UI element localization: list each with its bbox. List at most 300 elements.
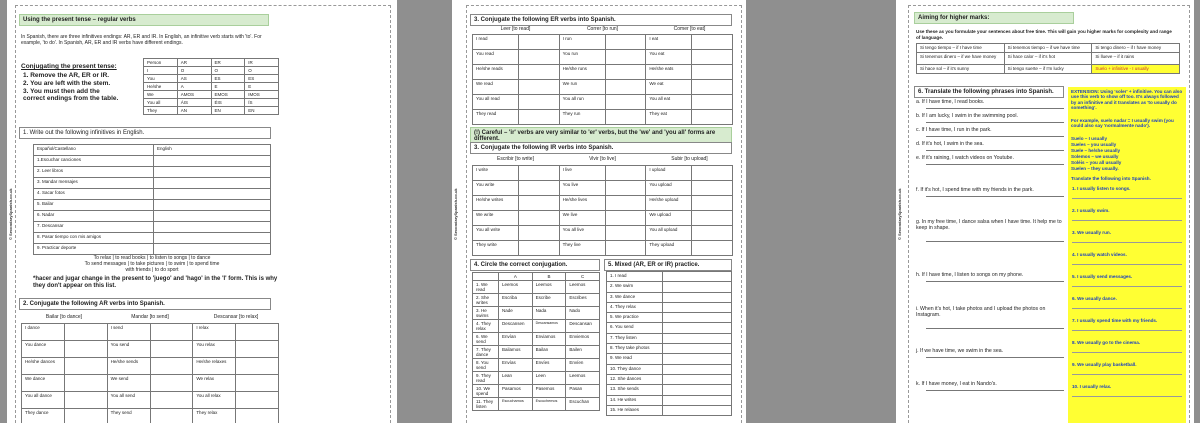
answer-cell[interactable] <box>692 241 733 256</box>
phrase-item: g. In my free time, I dance salsa when I have time. It help me to keep in shape. <box>916 219 1062 231</box>
option-cell[interactable]: Envías <box>499 359 533 372</box>
table-cell: Suelo + infinitive - I usually <box>1092 65 1180 74</box>
answer-cell[interactable] <box>150 409 193 423</box>
table-cell: Si hace calor – if it's hot <box>1004 53 1092 65</box>
table-cell: You all dance <box>22 392 65 409</box>
answer-cell[interactable] <box>519 196 560 211</box>
answer-cell[interactable] <box>519 211 560 226</box>
extension-item: 10. I usually relax. <box>1072 384 1112 389</box>
exercise-3b-title: 3. Conjugate the following IR verbs into Spanish. <box>470 142 732 154</box>
table-cell: 9. They read <box>473 372 499 385</box>
answer-cell[interactable] <box>605 211 646 226</box>
answer-cell[interactable] <box>236 358 279 375</box>
table-cell: You all write <box>473 226 519 241</box>
circle-conjugation-table <box>472 272 600 411</box>
answer-cell[interactable] <box>150 392 193 409</box>
table-cell: 6. Nadar <box>34 211 154 222</box>
option-cell[interactable]: Escuchemos <box>532 398 566 411</box>
answer-line[interactable] <box>926 122 1064 123</box>
table-cell: They live <box>559 241 605 256</box>
table-cell: They dance <box>22 409 65 423</box>
table-cell: He/she runs <box>559 65 605 80</box>
note-text: *hacer and jugar change in the present to 'juego' and 'hago' in the 'I' form. This is why they don't appear on this list. <box>33 276 278 289</box>
table-cell: 3. He swims <box>473 307 499 320</box>
answer-cell[interactable] <box>154 233 271 244</box>
table-cell: We <box>144 91 178 99</box>
table-cell: You all send <box>107 392 150 409</box>
column-heading: Leer [to read] <box>500 26 531 32</box>
table-cell: He/she lives <box>559 196 605 211</box>
table-cell: You all live <box>559 226 605 241</box>
table-cell: 9. We read <box>607 354 663 364</box>
table-cell: You dance <box>22 341 65 358</box>
answer-line[interactable] <box>926 241 1064 242</box>
answer-cell[interactable] <box>663 385 732 395</box>
answer-cell[interactable] <box>692 110 733 125</box>
table-cell: You write <box>473 181 519 196</box>
phrase-item: f. If it's hot, I spend time with my friends in the park. <box>916 187 1034 193</box>
table-cell: 15. He relaxes <box>607 405 663 415</box>
table-cell: Si hace sol – if it's sunny <box>917 65 1005 74</box>
answer-cell[interactable] <box>65 409 108 423</box>
phrase-item: j. If we have time, we swim in the sea. <box>916 348 1004 354</box>
answer-cell[interactable] <box>692 80 733 95</box>
answer-cell[interactable] <box>605 196 646 211</box>
table-cell: We eat <box>646 80 692 95</box>
table-cell: We send <box>107 375 150 392</box>
table-cell: 4. They relax <box>607 302 663 312</box>
conjugation-step: 2. You are left with the stem. <box>23 80 111 87</box>
extension-task: Translate the following into Spanish. <box>1071 176 1151 181</box>
table-cell: You <box>144 75 178 83</box>
option-cell[interactable]: Envían <box>499 333 533 346</box>
word-bank-line: To send messages | to take pictures | to swim | to spend time <box>84 261 220 267</box>
table-cell: 7. They listen <box>607 333 663 343</box>
phrase-item: h. If I have time, I listen to songs on my phone. <box>916 272 1024 278</box>
worksheet-page-3 <box>896 0 1194 423</box>
answer-line[interactable] <box>926 196 1064 197</box>
answer-line[interactable] <box>1072 198 1182 199</box>
table-cell: AMOS <box>177 91 211 99</box>
answer-cell[interactable] <box>692 196 733 211</box>
column-heading: Mandar [to send] <box>131 314 169 320</box>
option-cell[interactable]: Leemos <box>566 281 600 294</box>
answer-cell[interactable] <box>663 344 732 354</box>
answer-cell[interactable] <box>154 222 271 233</box>
answer-cell[interactable] <box>519 50 560 65</box>
table-header: Person <box>144 59 178 67</box>
option-cell[interactable]: Nade <box>499 307 533 320</box>
answer-line[interactable] <box>1072 396 1182 397</box>
exercise-4-title: 4. Circle the correct conjugation. <box>470 259 600 271</box>
table-cell: O <box>245 67 279 75</box>
answer-cell[interactable] <box>692 35 733 50</box>
table-cell: ES <box>211 75 245 83</box>
table-cell: AS <box>177 75 211 83</box>
answer-cell[interactable] <box>154 167 271 178</box>
exercise-3-title: 3. Conjugate the following ER verbs into Spanish. <box>470 14 732 26</box>
answer-cell[interactable] <box>663 364 732 374</box>
table-cell: They <box>144 107 178 115</box>
table-header: Español/Castellano <box>34 145 154 156</box>
ar-verbs-table <box>21 323 279 423</box>
option-cell[interactable]: Lean <box>499 372 533 385</box>
table-cell: They eat <box>646 110 692 125</box>
answer-cell[interactable] <box>65 341 108 358</box>
option-cell[interactable]: Enviamos <box>532 333 566 346</box>
answer-line[interactable] <box>1072 264 1182 265</box>
table-cell: I eat <box>646 35 692 50</box>
option-cell[interactable]: Envíen <box>566 359 600 372</box>
column-heading: Descansar [to relax] <box>213 314 259 320</box>
table-cell: EMOS <box>211 91 245 99</box>
extension-item: 3. We usually run. <box>1072 230 1111 235</box>
worksheet-page-1 <box>7 0 397 423</box>
option-cell[interactable]: Leemos <box>566 372 600 385</box>
option-cell[interactable]: Leemos <box>532 281 566 294</box>
extension-item: 8. We usually go to the cinema. <box>1072 340 1141 345</box>
table-cell: You relax <box>193 341 236 358</box>
table-cell: They read <box>473 110 519 125</box>
table-cell: You all run <box>559 95 605 110</box>
answer-line[interactable] <box>926 357 1064 358</box>
table-cell: 1.Escuchar canciones <box>34 156 154 167</box>
table-cell: E <box>245 83 279 91</box>
answer-cell[interactable] <box>236 375 279 392</box>
answer-cell[interactable] <box>519 166 560 181</box>
answer-cell[interactable] <box>605 65 646 80</box>
answer-cell[interactable] <box>154 178 271 189</box>
table-cell: 8. They take photos <box>607 344 663 354</box>
answer-cell[interactable] <box>65 392 108 409</box>
table-cell: I send <box>107 324 150 341</box>
answer-cell[interactable] <box>65 324 108 341</box>
answer-cell[interactable] <box>663 302 732 312</box>
answer-cell[interactable] <box>519 181 560 196</box>
table-cell: 3. We dance <box>607 292 663 302</box>
table-cell: You all relax <box>193 392 236 409</box>
table-cell: They run <box>559 110 605 125</box>
extension-text: EXTENSION: Using 'soler' + infinitive. You can also use this verb to show off too. It's always followed by an infinitive and it translates as 'to usually do something'. <box>1071 89 1183 111</box>
table-cell: I run <box>559 35 605 50</box>
table-cell: I <box>144 67 178 75</box>
column-heading: Correr [to run] <box>586 26 619 32</box>
table-cell: 2. We swim <box>607 282 663 292</box>
table-cell: We upload <box>646 211 692 226</box>
phrase-item: k. If I have money, I eat in Nando's. <box>916 381 997 387</box>
table-cell: 1. We read <box>473 281 499 294</box>
table-cell: 3. Mandar mensajes <box>34 178 154 189</box>
table-cell: 7. They dance <box>473 346 499 359</box>
answer-line[interactable] <box>926 136 1064 137</box>
phrase-item: d. If it's hot, I swim in the sea. <box>916 141 984 147</box>
answer-cell[interactable] <box>236 341 279 358</box>
table-cell: ÍS <box>245 99 279 107</box>
table-header: B <box>532 273 566 281</box>
word-bank-line: with friends | to do sport <box>125 267 179 273</box>
table-cell: 11. They listen <box>473 398 499 411</box>
table-header: English <box>154 145 271 156</box>
answer-cell[interactable] <box>65 375 108 392</box>
table-cell: 1. I read <box>607 272 663 282</box>
table-cell: You all upload <box>646 226 692 241</box>
option-cell[interactable]: Escuchan <box>566 398 600 411</box>
table-cell: 12. She dances <box>607 374 663 384</box>
answer-cell[interactable] <box>692 65 733 80</box>
answer-cell[interactable] <box>663 333 732 343</box>
answer-cell[interactable] <box>663 292 732 302</box>
answer-cell[interactable] <box>692 211 733 226</box>
table-cell: 2. She writes <box>473 294 499 307</box>
phrase-item: c. If I have time, I run in the park. <box>916 127 992 133</box>
answer-cell[interactable] <box>692 166 733 181</box>
option-cell[interactable]: Pasemos <box>532 385 566 398</box>
answer-cell[interactable] <box>605 226 646 241</box>
answer-line[interactable] <box>926 328 1064 329</box>
answer-cell[interactable] <box>663 323 732 333</box>
option-cell[interactable]: Descansan <box>566 320 600 333</box>
table-cell: Si tengo dinero – if I have money <box>1092 44 1180 53</box>
soler-form: Suele – he/she usually <box>1071 148 1121 153</box>
table-cell: You all eat <box>646 95 692 110</box>
table-header: IR <box>245 59 279 67</box>
table-cell: He/she eats <box>646 65 692 80</box>
table-cell: We relax <box>193 375 236 392</box>
answer-cell[interactable] <box>663 282 732 292</box>
table-cell: Si tengo tiempo – if I have time <box>917 44 1005 53</box>
conjugation-title: Conjugating the present tense: <box>21 63 117 70</box>
answer-cell[interactable] <box>605 181 646 196</box>
answer-line[interactable] <box>1072 374 1182 375</box>
copyright-side-label: © SecondarySpanish.co.uk <box>897 188 902 240</box>
answer-cell[interactable] <box>236 409 279 423</box>
table-cell: 10. We spend <box>473 385 499 398</box>
table-cell: He/she dances <box>22 358 65 375</box>
answer-line[interactable] <box>1072 308 1182 309</box>
table-cell: A <box>177 83 211 91</box>
table-cell: O <box>211 67 245 75</box>
answer-line[interactable] <box>1072 220 1182 221</box>
answer-cell[interactable] <box>663 395 732 405</box>
table-cell: 13. She sends <box>607 385 663 395</box>
table-cell: He/she sends <box>107 358 150 375</box>
answer-cell[interactable] <box>605 80 646 95</box>
table-cell: Si tengo suerte – if I'm lucky <box>1004 65 1092 74</box>
conjugation-step: 1. Remove the AR, ER or IR. <box>23 72 110 79</box>
answer-cell[interactable] <box>519 95 560 110</box>
answer-cell[interactable] <box>150 358 193 375</box>
answer-cell[interactable] <box>519 65 560 80</box>
extension-item: 7. I usually spend time with my friends. <box>1072 318 1158 323</box>
option-cell[interactable]: Descansen <box>499 320 533 333</box>
table-cell: I dance <box>22 324 65 341</box>
answer-line[interactable] <box>926 164 1064 165</box>
answer-cell[interactable] <box>154 200 271 211</box>
option-cell[interactable]: Leemos <box>499 281 533 294</box>
table-cell: 8. You send <box>473 359 499 372</box>
careful-note: (!) Careful – 'ir' verbs are very similar to 'er' verbs, but the 'we' and 'you all' forms are different. <box>470 127 732 145</box>
soler-form: Sueles – you usually <box>1071 142 1117 147</box>
copyright-side-label: © SecondarySpanish.co.uk <box>453 188 458 240</box>
answer-cell[interactable] <box>154 244 271 255</box>
table-header: A <box>499 273 533 281</box>
option-cell[interactable]: Bailamos <box>499 346 533 359</box>
table-cell: E <box>211 83 245 91</box>
table-cell: He/she writes <box>473 196 519 211</box>
worksheet-page-2 <box>452 0 746 423</box>
answer-cell[interactable] <box>692 226 733 241</box>
table-cell: He/she relaxes <box>193 358 236 375</box>
answer-cell[interactable] <box>519 226 560 241</box>
answer-line[interactable] <box>926 150 1064 151</box>
answer-cell[interactable] <box>519 80 560 95</box>
answer-cell[interactable] <box>663 272 732 282</box>
extension-item: 9. We usually play basketball. <box>1072 362 1137 367</box>
ir-verbs-table <box>472 165 733 256</box>
answer-cell[interactable] <box>605 110 646 125</box>
option-cell[interactable]: Pasamos <box>499 385 533 398</box>
answer-cell[interactable] <box>154 156 271 167</box>
option-cell[interactable]: Envíes <box>532 359 566 372</box>
soler-form: Soléis – you all usually <box>1071 160 1122 165</box>
answer-cell[interactable] <box>150 375 193 392</box>
answer-cell[interactable] <box>605 166 646 181</box>
exercise-1-title: 1. Write out the following infinitives in English. <box>19 127 271 139</box>
table-cell: 14. He writes <box>607 395 663 405</box>
option-cell[interactable]: Leen <box>532 372 566 385</box>
answer-cell[interactable] <box>605 95 646 110</box>
answer-cell[interactable] <box>519 241 560 256</box>
answer-cell[interactable] <box>605 241 646 256</box>
table-cell: You all read <box>473 95 519 110</box>
table-cell: He/she upload <box>646 196 692 211</box>
conjugation-step: 3. You must then add the correct endings from the table. <box>23 88 119 102</box>
endings-table <box>143 58 279 115</box>
word-bank-line: To relax | to read books | to listen to songs | to dance <box>93 255 211 261</box>
table-cell: 4. Sacar fotos <box>34 189 154 200</box>
table-cell: We run <box>559 80 605 95</box>
table-cell: They send <box>107 409 150 423</box>
option-cell[interactable]: Enviemos <box>566 333 600 346</box>
er-verbs-table <box>472 34 733 125</box>
option-cell[interactable]: Escribes <box>566 294 600 307</box>
option-cell[interactable]: Escriba <box>499 294 533 307</box>
extension-item: 6. We usually dance. <box>1072 296 1117 301</box>
answer-cell[interactable] <box>663 374 732 384</box>
answer-cell[interactable] <box>236 324 279 341</box>
table-cell: You read <box>473 50 519 65</box>
answer-cell[interactable] <box>692 50 733 65</box>
extension-item: 2. I usually swim. <box>1072 208 1110 213</box>
answer-cell[interactable] <box>150 324 193 341</box>
answer-cell[interactable] <box>605 35 646 50</box>
answer-cell[interactable] <box>692 95 733 110</box>
soler-form: Suelen – they usually. <box>1071 166 1119 171</box>
table-cell: EN <box>211 107 245 115</box>
table-cell: 10. They dance <box>607 364 663 374</box>
table-cell: We write <box>473 211 519 226</box>
exercise-5-title: 5. Mixed (AR, ER or IR) practice. <box>604 259 732 271</box>
table-cell: He/she reads <box>473 65 519 80</box>
intro-text: In Spanish, there are three infinitives endings: AR, ER and IR. In English, an infinitive verb starts with 'to'. For example, 'to do'. In Spanish, AR, ER and IR verbs have different endings. <box>21 34 262 46</box>
column-heading: Vivir [to live] <box>589 156 616 162</box>
answer-line[interactable] <box>926 281 1064 282</box>
answer-cell[interactable] <box>154 211 271 222</box>
table-cell: You live <box>559 181 605 196</box>
answer-line[interactable] <box>1072 286 1182 287</box>
table-cell: AN <box>177 107 211 115</box>
option-cell[interactable]: Bailan <box>532 346 566 359</box>
column-heading: Escribir [to write] <box>497 156 534 162</box>
table-cell: 5. We practice <box>607 313 663 323</box>
answer-cell[interactable] <box>519 110 560 125</box>
table-header: AR <box>177 59 211 67</box>
exercise-2-title: 2. Conjugate the following AR verbs into Spanish. <box>19 298 271 310</box>
answer-cell[interactable] <box>663 405 732 415</box>
answer-cell[interactable] <box>519 35 560 50</box>
answer-line[interactable] <box>926 390 1064 391</box>
soler-form: Suelo – I usually <box>1071 136 1107 141</box>
table-cell: IMOS <box>245 91 279 99</box>
table-cell: They relax <box>193 409 236 423</box>
exercise-6-title: 6. Translate the following phrases into Spanish. <box>914 86 1064 98</box>
page-title: Aiming for higher marks: <box>914 12 1074 24</box>
option-cell[interactable]: Escuchamos <box>499 398 533 411</box>
table-cell: We dance <box>22 375 65 392</box>
answer-cell[interactable] <box>150 341 193 358</box>
answer-cell[interactable] <box>236 392 279 409</box>
table-cell: 7. Descansar <box>34 222 154 233</box>
extension-item: 5. I usually send messages. <box>1072 274 1133 279</box>
column-heading: Subir [to upload] <box>671 156 708 162</box>
table-cell: We live <box>559 211 605 226</box>
option-cell[interactable]: Pasan <box>566 385 600 398</box>
option-cell[interactable]: Nado <box>566 307 600 320</box>
answer-cell[interactable] <box>65 358 108 375</box>
table-cell: Si tenemos dinero – if we have money <box>917 53 1005 65</box>
intro-text: Use these as you formulate your sentences about free time. This will gain you higher marks for complexity and range of language. <box>916 29 1172 40</box>
phrase-item: e. If it's raining, I watch videos on Youtube. <box>916 155 1014 161</box>
answer-cell[interactable] <box>663 313 732 323</box>
table-cell: You send <box>107 341 150 358</box>
table-cell: 9. Practicar deporte <box>34 244 154 255</box>
table-cell: You upload <box>646 181 692 196</box>
table-header: C <box>566 273 600 281</box>
column-heading: Comer [to eat] <box>673 26 706 32</box>
answer-line[interactable] <box>926 108 1064 109</box>
table-cell: Si tenemos tiempo – if we have time <box>1004 44 1092 53</box>
answer-line[interactable] <box>1072 352 1182 353</box>
table-cell: ES <box>245 75 279 83</box>
table-cell: EN <box>245 107 279 115</box>
table-cell: 6. We send <box>473 333 499 346</box>
answer-cell[interactable] <box>663 354 732 364</box>
option-cell[interactable]: Descansamos <box>532 320 566 333</box>
answer-cell[interactable] <box>605 50 646 65</box>
answer-cell[interactable] <box>154 189 271 200</box>
answer-line[interactable] <box>1072 242 1182 243</box>
option-cell[interactable]: Escribe <box>532 294 566 307</box>
table-cell: I live <box>559 166 605 181</box>
option-cell[interactable]: Nada <box>532 307 566 320</box>
answer-line[interactable] <box>1072 330 1182 331</box>
table-cell: 5. Bailar <box>34 200 154 211</box>
table-cell: 4. They relax <box>473 320 499 333</box>
answer-cell[interactable] <box>692 181 733 196</box>
table-cell: We read <box>473 80 519 95</box>
option-cell[interactable]: Bailen <box>566 346 600 359</box>
table-header: ER <box>211 59 245 67</box>
